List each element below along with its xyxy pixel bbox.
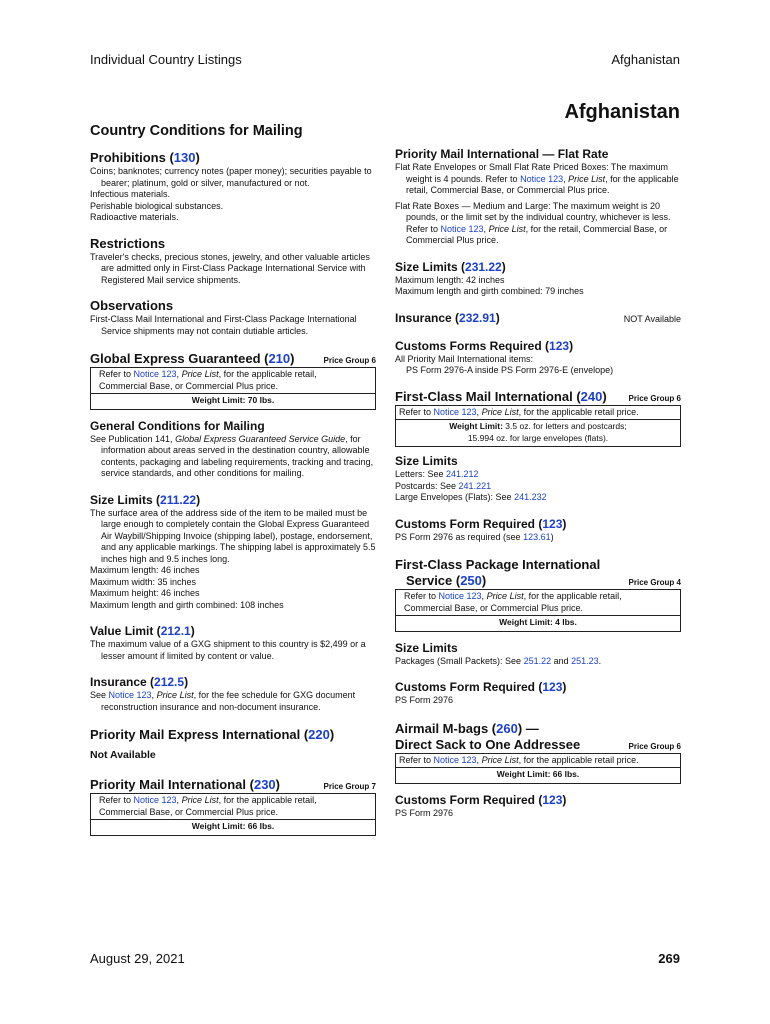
fcpi-price-box: Refer to Notice 123, Price List, for the applicable retail, Commercial Base, or Commercial Plus price. Weight Limit: 4 lbs. bbox=[395, 589, 681, 632]
observations-heading: Observations bbox=[90, 298, 174, 313]
restrictions-heading: Restrictions bbox=[90, 235, 166, 251]
price-group-label: Price Group 6 bbox=[323, 356, 376, 365]
country-title: Afghanistan bbox=[564, 101, 680, 123]
left-column bbox=[90, 122, 376, 836]
price-group-label: Price Group 7 bbox=[323, 782, 376, 791]
pmi-insurance-row bbox=[395, 310, 681, 326]
gxg-insurance-text: See Notice 123, Price List, for the fee schedule for GXG document reconstruction insurance and non-document insurance. bbox=[90, 690, 356, 712]
fcmi-size-heading: Size Limits bbox=[395, 454, 458, 468]
value-limit-text: The maximum value of a GXG shipment to this country is $2,499 or a lesser amount if limited by content or value. bbox=[90, 639, 366, 661]
fcmi-heading: First-Class Mail International (240) bbox=[395, 388, 607, 404]
pmi-heading: Priority Mail International (230) bbox=[90, 777, 281, 792]
pme-link[interactable]: 220 bbox=[308, 727, 330, 742]
flat-rate-boxes-text: Flat Rate Boxes — Medium and Large: The maximum weight is 20 pounds, or the limit set by the individual country, whichever is less. Refer to Notice 123, Price List, for the retail, Commercial Base, or Commercial Plus price. bbox=[395, 200, 671, 245]
prohibitions-link[interactable]: 130 bbox=[173, 150, 196, 165]
gxg-size-text: The surface area of the address side of the item to be mailed must be large enough to completely contain the Global Express Guaranteed Air Waybill/Shipping Invoice (shipping label), postage, endorsement, and any applicable markings. The shipping label is approximately 5.5 inches high and 9.5 inches long. bbox=[90, 507, 376, 564]
packages-ref-link[interactable]: 251.22 bbox=[523, 655, 552, 666]
mbags-price-box: Refer to Notice 123, Price List, for the applicable retail price. Weight Limit: 66 lbs. bbox=[395, 753, 681, 784]
flats-ref-link[interactable]: 241.232 bbox=[514, 492, 547, 502]
fcmi-customs-heading: Customs Form Required (123) bbox=[395, 516, 567, 531]
weight-limit: Weight Limit: 70 lbs. bbox=[91, 393, 375, 409]
size-limits-link[interactable]: 231.22 bbox=[465, 259, 502, 274]
running-header-right: Afghanistan bbox=[611, 52, 680, 67]
packages-ref-link[interactable]: 251.23 bbox=[571, 655, 599, 666]
customs-link[interactable]: 123 bbox=[542, 792, 563, 807]
fcpi-heading: First-Class Package International bbox=[395, 557, 601, 572]
customs-line: All Priority Mail International items: bbox=[395, 353, 534, 364]
customs-line: PS Form 2976-A inside PS Form 2976-E (envelope) bbox=[406, 365, 614, 375]
fcpi-heading-line2: Service (250) bbox=[406, 573, 487, 588]
value-limit-link[interactable]: 212.1 bbox=[160, 624, 191, 638]
pmi-size-heading: Size Limits (231.22) bbox=[395, 259, 506, 274]
customs-text: PS Form 2976 bbox=[395, 695, 454, 705]
mbags-customs-heading: Customs Form Required (123) bbox=[395, 792, 567, 807]
notice-123-link[interactable]: Notice 123 bbox=[433, 754, 477, 765]
prohibition-item: Perishable biological substances. bbox=[90, 200, 224, 211]
size-line: Maximum length: 46 inches bbox=[90, 565, 200, 575]
running-header-left: Individual Country Listings bbox=[90, 52, 242, 67]
prohibition-item: Infectious materials. bbox=[90, 189, 171, 199]
fcmi-heading-row bbox=[395, 389, 681, 405]
customs-ref-link[interactable]: 123.61 bbox=[523, 531, 551, 542]
notice-123-link[interactable]: Notice 123 bbox=[438, 591, 482, 601]
insurance-link[interactable]: 212.5 bbox=[154, 675, 185, 689]
pmi-insurance-heading: Insurance (232.91) bbox=[395, 310, 500, 325]
notice-123-link[interactable]: Notice 123 bbox=[440, 223, 484, 234]
mbags-heading-row bbox=[395, 737, 681, 753]
customs-text: PS Form 2976 bbox=[395, 807, 454, 818]
mbags-heading: Airmail M-bags (260) — bbox=[395, 720, 539, 736]
mbags-heading-line2: Direct Sack to One Addressee bbox=[395, 736, 581, 752]
size-line: Maximum height: 46 inches bbox=[90, 588, 200, 598]
prohibition-item: Coins; banknotes; currency notes (paper money); securities payable to bearer; platinum, gold or silver, manufactured or not. bbox=[90, 166, 372, 188]
customs-forms-heading: Customs Forms Required (123) bbox=[395, 338, 574, 353]
fcmi-price-box: Refer to Notice 123, Price List, for the applicable retail price. Weight Limit: 3.5 oz. for letters and postcards; 15.994 oz. for large envelopes (flats). bbox=[395, 405, 681, 448]
postcards-ref-link[interactable]: 241.221 bbox=[458, 480, 492, 491]
fcmi-link[interactable]: 240 bbox=[580, 388, 603, 404]
page-number: 269 bbox=[658, 951, 680, 966]
size-line: Letters: See 241.212 bbox=[395, 469, 479, 479]
letters-ref-link[interactable]: 241.212 bbox=[446, 469, 479, 479]
size-line: Packages (Small Packets): See 251.22 and 251.23. bbox=[395, 655, 602, 666]
gxg-size-heading: Size Limits (211.22) bbox=[90, 492, 201, 507]
prohibitions-heading: Prohibitions (130) bbox=[90, 150, 200, 165]
flat-rate-envelopes-text: Flat Rate Envelopes or Small Flat Rate Priced Boxes: The maximum weight is 4 pounds. Refer to Notice 123, Price List, for the applicable retail, Commercial Base, or Commercial Plus price. bbox=[395, 162, 679, 195]
fcpi-customs-heading: Customs Form Required (123) bbox=[395, 680, 567, 694]
pmi-heading-row bbox=[90, 777, 376, 793]
price-group-label: Price Group 4 bbox=[628, 578, 681, 587]
fcpi-heading-row bbox=[395, 573, 681, 589]
notice-123-link[interactable]: Notice 123 bbox=[520, 173, 564, 184]
weight-limit: Weight Limit: 66 lbs. bbox=[91, 819, 375, 835]
gxg-price-box: Refer to Notice 123, Price List, for the applicable retail, Commercial Base, or Commercial Plus price. Weight Limit: 70 lbs. bbox=[90, 367, 376, 410]
gxg-insurance-heading: Insurance (212.5) bbox=[90, 675, 189, 689]
restrictions-text: Traveler's checks, precious stones, jewelry, and other valuable articles are admitted only in First-Class Package International Service with Registered Mail service shipments. bbox=[90, 251, 370, 285]
footer-date: August 29, 2021 bbox=[90, 951, 185, 966]
pme-status: Not Available bbox=[90, 749, 156, 761]
general-conditions-heading: General Conditions for Mailing bbox=[90, 418, 265, 433]
gxg-link[interactable]: 210 bbox=[268, 351, 291, 366]
fcpi-link[interactable]: 250 bbox=[460, 573, 482, 588]
size-line: Maximum length and girth combined: 79 inches bbox=[395, 286, 584, 296]
right-column bbox=[395, 146, 681, 819]
insurance-link[interactable]: 232.91 bbox=[459, 310, 496, 325]
pmi-link[interactable]: 230 bbox=[253, 777, 276, 792]
size-limits-link[interactable]: 211.22 bbox=[160, 492, 197, 507]
customs-link[interactable]: 123 bbox=[542, 516, 563, 531]
notice-123-link[interactable]: Notice 123 bbox=[108, 690, 152, 700]
weight-limit: Weight Limit: 4 lbs. bbox=[396, 615, 680, 631]
price-group-label: Price Group 6 bbox=[628, 741, 681, 751]
insurance-status: NOT Available bbox=[623, 313, 681, 324]
size-line: Postcards: See 241.221 bbox=[395, 480, 492, 491]
customs-link[interactable]: 123 bbox=[549, 338, 570, 353]
fcpi-size-heading: Size Limits bbox=[395, 640, 458, 655]
notice-123-link[interactable]: Notice 123 bbox=[133, 795, 177, 805]
notice-123-link[interactable]: Notice 123 bbox=[133, 369, 177, 379]
conditions-title: Country Conditions for Mailing bbox=[90, 123, 303, 139]
prohibition-item: Radioactive materials. bbox=[90, 212, 179, 222]
size-line: Maximum length and girth combined: 108 inches bbox=[90, 599, 284, 610]
weight-limit: Weight Limit: 3.5 oz. for letters and postcards; 15.994 oz. for large envelopes (flats). bbox=[396, 419, 680, 446]
price-group-label: Price Group 6 bbox=[628, 393, 681, 403]
general-conditions-text: See Publication 141, Global Express Guaranteed Service Guide, for information about areas served in the destination country, allowable contents, packaging and labeling requirements, tracking and tracing, service standards, and other conditions for mailing. bbox=[90, 433, 374, 478]
pmi-price-box: Refer to Notice 123, Price List, for the applicable retail, Commercial Base, or Commercial Plus price. Weight Limit: 66 lbs. bbox=[90, 793, 376, 836]
gxg-heading-row bbox=[90, 351, 376, 367]
customs-link[interactable]: 123 bbox=[542, 680, 563, 694]
size-line: Maximum length: 42 inches bbox=[395, 274, 505, 285]
observations-text: First-Class Mail International and First-Class Package International Service shipments may not contain dutiable articles. bbox=[90, 314, 357, 336]
notice-123-link[interactable]: Notice 123 bbox=[433, 406, 477, 417]
mbags-link[interactable]: 260 bbox=[496, 720, 518, 736]
size-line: Large Envelopes (Flats): See 241.232 bbox=[395, 492, 547, 502]
value-limit-heading: Value Limit (212.1) bbox=[90, 624, 195, 638]
weight-limit: Weight Limit: 66 lbs. bbox=[396, 767, 680, 783]
flat-rate-heading: Priority Mail International — Flat Rate bbox=[395, 147, 609, 161]
customs-text: PS Form 2976 as required (see 123.61) bbox=[395, 531, 554, 542]
pme-heading: Priority Mail Express International (220) bbox=[90, 727, 335, 742]
size-line: Maximum width: 35 inches bbox=[90, 576, 197, 587]
gxg-heading: Global Express Guaranteed (210) bbox=[90, 351, 295, 366]
